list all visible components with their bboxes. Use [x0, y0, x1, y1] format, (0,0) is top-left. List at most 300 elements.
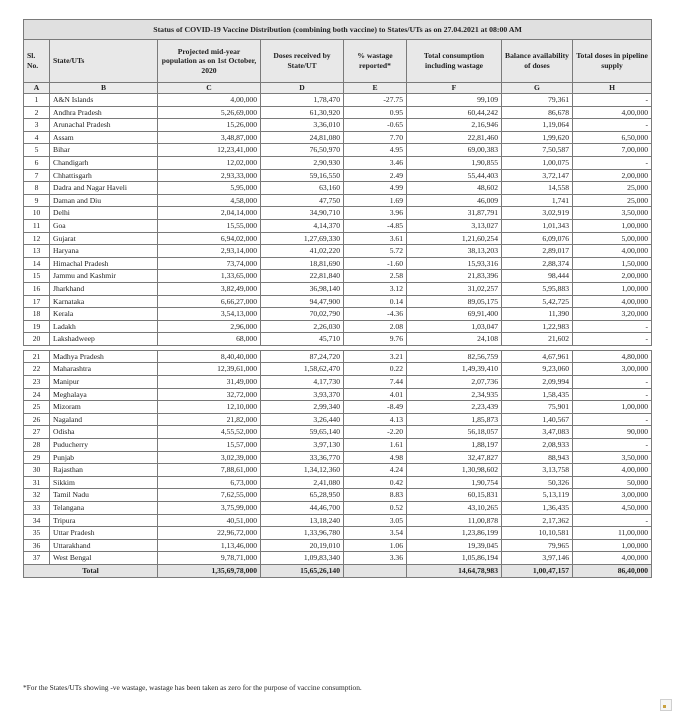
cell-sl-no: 19 [24, 320, 50, 333]
cell-wastage-pct: 3.05 [344, 514, 407, 527]
cell-doses-received: 4,14,370 [261, 219, 344, 232]
table-row [24, 363, 652, 376]
cell-state-name: Ladakh [50, 320, 158, 333]
cell-balance: 1,00,075 [502, 156, 573, 169]
cell-consumption: 2,07,736 [407, 376, 502, 389]
table-row [24, 539, 652, 552]
cell-consumption: 46,009 [407, 194, 502, 207]
cell-population: 15,26,000 [158, 119, 261, 132]
table-row [24, 106, 652, 119]
cell-sl-no: 21 [24, 350, 50, 363]
cell-population: 15,55,000 [158, 219, 261, 232]
cell-consumption: 1,85,873 [407, 413, 502, 426]
cell-consumption: 43,10,265 [407, 502, 502, 515]
cell-doses-received: 1,78,470 [261, 94, 344, 107]
cell-pipeline: 90,000 [573, 426, 652, 439]
cell-doses-received: 22,81,840 [261, 270, 344, 283]
cell-state-name: Tamil Nadu [50, 489, 158, 502]
cell-doses-received: 45,710 [261, 333, 344, 346]
cell-population: 4,55,52,000 [158, 426, 261, 439]
total-label: Total [24, 564, 158, 577]
cell-consumption: 69,91,400 [407, 308, 502, 321]
cell-doses-received: 1,33,96,780 [261, 527, 344, 540]
cell-consumption: 1,03,047 [407, 320, 502, 333]
cell-consumption: 60,15,831 [407, 489, 502, 502]
cell-pipeline: 2,00,000 [573, 270, 652, 283]
cell-population: 15,57,000 [158, 439, 261, 452]
cell-state-name: Madhya Pradesh [50, 350, 158, 363]
cell-wastage-pct: 2.08 [344, 320, 407, 333]
cell-wastage-pct: -2.20 [344, 426, 407, 439]
table-row [24, 350, 652, 363]
cell-balance: 3,97,146 [502, 552, 573, 565]
cell-doses-received: 1,58,62,470 [261, 363, 344, 376]
cell-balance: 1,58,435 [502, 388, 573, 401]
total-doses-received: 15,65,26,140 [261, 564, 344, 577]
table-row [24, 439, 652, 452]
cell-balance: 1,01,343 [502, 219, 573, 232]
cell-doses-received: 3,26,440 [261, 413, 344, 426]
cell-state-name: Assam [50, 131, 158, 144]
column-letter: E [344, 83, 407, 94]
cell-state-name: Gujarat [50, 232, 158, 245]
table-row [24, 169, 652, 182]
cell-balance: 98,444 [502, 270, 573, 283]
cell-state-name: Meghalaya [50, 388, 158, 401]
cell-population: 3,48,87,000 [158, 131, 261, 144]
total-balance: 1,00,47,157 [502, 564, 573, 577]
cell-wastage-pct: 0.95 [344, 106, 407, 119]
cell-pipeline: - [573, 388, 652, 401]
cell-population: 31,49,000 [158, 376, 261, 389]
cell-sl-no: 2 [24, 106, 50, 119]
cell-consumption: 99,109 [407, 94, 502, 107]
cell-sl-no: 9 [24, 194, 50, 207]
cell-population: 3,02,39,000 [158, 451, 261, 464]
cell-population: 40,51,000 [158, 514, 261, 527]
table-row [24, 156, 652, 169]
header-sl-no: Sl. No. [24, 40, 50, 83]
table-row [24, 464, 652, 477]
cell-consumption: 1,90,855 [407, 156, 502, 169]
cell-consumption: 82,56,759 [407, 350, 502, 363]
cell-consumption: 1,21,60,254 [407, 232, 502, 245]
column-letter: A [24, 83, 50, 94]
cell-consumption: 1,49,39,410 [407, 363, 502, 376]
cell-balance: 3,13,758 [502, 464, 573, 477]
cell-pipeline: 4,00,000 [573, 552, 652, 565]
cell-population: 1,13,46,000 [158, 539, 261, 552]
cell-state-name: Mizoram [50, 401, 158, 414]
cell-sl-no: 7 [24, 169, 50, 182]
table-row [24, 320, 652, 333]
cell-state-name: Dadra and Nagar Haveli [50, 182, 158, 195]
column-letter: F [407, 83, 502, 94]
cell-wastage-pct: 4.24 [344, 464, 407, 477]
cell-wastage-pct: 2.58 [344, 270, 407, 283]
cell-sl-no: 32 [24, 489, 50, 502]
cell-doses-received: 2,99,340 [261, 401, 344, 414]
table-row [24, 131, 652, 144]
cell-doses-received: 18,81,690 [261, 257, 344, 270]
cell-pipeline: 4,00,000 [573, 295, 652, 308]
cell-sl-no: 33 [24, 502, 50, 515]
cell-doses-received: 24,81,080 [261, 131, 344, 144]
cell-population: 3,82,49,000 [158, 282, 261, 295]
cell-consumption: 15,93,316 [407, 257, 502, 270]
cell-doses-received: 3,36,010 [261, 119, 344, 132]
table-row [24, 295, 652, 308]
cell-state-name: Rajasthan [50, 464, 158, 477]
cell-pipeline: - [573, 333, 652, 346]
cell-sl-no: 23 [24, 376, 50, 389]
cell-wastage-pct: 0.42 [344, 476, 407, 489]
header-balance: Balance availability of doses [502, 40, 573, 83]
table-row [24, 376, 652, 389]
cell-pipeline: 2,00,000 [573, 169, 652, 182]
cell-wastage-pct: 7.70 [344, 131, 407, 144]
cell-doses-received: 13,18,240 [261, 514, 344, 527]
cell-sl-no: 30 [24, 464, 50, 477]
cell-pipeline: 11,00,000 [573, 527, 652, 540]
cell-pipeline: 7,00,000 [573, 144, 652, 157]
cell-balance: 2,17,362 [502, 514, 573, 527]
table-row [24, 194, 652, 207]
cell-balance: 2,08,933 [502, 439, 573, 452]
table-row [24, 333, 652, 346]
cell-pipeline: 25,000 [573, 194, 652, 207]
cell-wastage-pct: 1.06 [344, 539, 407, 552]
cell-wastage-pct: 2.49 [344, 169, 407, 182]
cell-population: 6,94,02,000 [158, 232, 261, 245]
cell-consumption: 56,18,057 [407, 426, 502, 439]
cell-balance: 1,22,983 [502, 320, 573, 333]
cell-wastage-pct: -4.36 [344, 308, 407, 321]
cell-balance: 2,09,994 [502, 376, 573, 389]
cell-sl-no: 12 [24, 232, 50, 245]
table-row [24, 144, 652, 157]
cell-doses-received: 36,98,140 [261, 282, 344, 295]
cell-balance: 2,88,374 [502, 257, 573, 270]
cell-doses-received: 4,17,730 [261, 376, 344, 389]
table-row [24, 282, 652, 295]
cell-sl-no: 14 [24, 257, 50, 270]
cell-pipeline: 50,000 [573, 476, 652, 489]
cell-pipeline: 4,80,000 [573, 350, 652, 363]
cell-balance: 50,326 [502, 476, 573, 489]
cell-state-name: Nagaland [50, 413, 158, 426]
cell-balance: 6,09,076 [502, 232, 573, 245]
total-population: 1,35,69,78,000 [158, 564, 261, 577]
table-row [24, 257, 652, 270]
cell-population: 32,72,000 [158, 388, 261, 401]
cell-state-name: Tripura [50, 514, 158, 527]
cell-pipeline: - [573, 119, 652, 132]
table-row [24, 388, 652, 401]
cell-population: 7,88,61,000 [158, 464, 261, 477]
cell-consumption: 31,02,257 [407, 282, 502, 295]
cell-doses-received: 1,27,69,330 [261, 232, 344, 245]
cell-state-name: Jammu and Kashmir [50, 270, 158, 283]
cell-pipeline: - [573, 514, 652, 527]
table-row [24, 207, 652, 220]
cell-wastage-pct: 0.14 [344, 295, 407, 308]
cell-pipeline: - [573, 376, 652, 389]
column-letter: G [502, 83, 573, 94]
cell-sl-no: 13 [24, 245, 50, 258]
cell-wastage-pct: 9.76 [344, 333, 407, 346]
cell-wastage-pct: 4.01 [344, 388, 407, 401]
cell-doses-received: 41,02,220 [261, 245, 344, 258]
cell-wastage-pct: 3.96 [344, 207, 407, 220]
cell-balance: 14,558 [502, 182, 573, 195]
cell-population: 2,93,33,000 [158, 169, 261, 182]
cell-population: 3,54,13,000 [158, 308, 261, 321]
cell-sl-no: 8 [24, 182, 50, 195]
cell-sl-no: 36 [24, 539, 50, 552]
cell-consumption: 3,13,027 [407, 219, 502, 232]
cell-doses-received: 70,02,790 [261, 308, 344, 321]
cell-doses-received: 76,50,970 [261, 144, 344, 157]
table-row [24, 426, 652, 439]
cell-sl-no: 11 [24, 219, 50, 232]
cell-pipeline: 1,00,000 [573, 219, 652, 232]
cell-balance: 79,361 [502, 94, 573, 107]
cell-sl-no: 18 [24, 308, 50, 321]
cell-wastage-pct: 4.95 [344, 144, 407, 157]
cell-balance: 1,36,435 [502, 502, 573, 515]
cell-balance: 2,89,017 [502, 245, 573, 258]
cell-balance: 79,965 [502, 539, 573, 552]
cell-pipeline: 3,50,000 [573, 207, 652, 220]
cell-sl-no: 22 [24, 363, 50, 376]
cell-state-name: Uttarakhand [50, 539, 158, 552]
cell-doses-received: 3,97,130 [261, 439, 344, 452]
total-consumption: 14,64,78,983 [407, 564, 502, 577]
cell-balance: 1,99,620 [502, 131, 573, 144]
cell-doses-received: 33,36,770 [261, 451, 344, 464]
cell-consumption: 1,90,754 [407, 476, 502, 489]
cell-balance: 3,72,147 [502, 169, 573, 182]
cell-doses-received: 2,26,030 [261, 320, 344, 333]
cell-sl-no: 29 [24, 451, 50, 464]
cell-consumption: 1,05,86,194 [407, 552, 502, 565]
cell-balance: 3,02,919 [502, 207, 573, 220]
cell-balance: 5,95,883 [502, 282, 573, 295]
cell-pipeline: 4,00,000 [573, 245, 652, 258]
cell-pipeline: 4,50,000 [573, 502, 652, 515]
column-letter: B [50, 83, 158, 94]
cell-balance: 9,23,060 [502, 363, 573, 376]
cell-state-name: Uttar Pradesh [50, 527, 158, 540]
cell-population: 6,73,000 [158, 476, 261, 489]
cell-sl-no: 17 [24, 295, 50, 308]
cell-sl-no: 1 [24, 94, 50, 107]
header-wastage: % wastage reported* [344, 40, 407, 83]
cell-pipeline: 5,00,000 [573, 232, 652, 245]
cell-pipeline: - [573, 320, 652, 333]
cell-wastage-pct: -1.60 [344, 257, 407, 270]
cell-wastage-pct: 7.44 [344, 376, 407, 389]
cell-population: 12,02,000 [158, 156, 261, 169]
cell-wastage-pct: 4.13 [344, 413, 407, 426]
cell-state-name: Lakshadweep [50, 333, 158, 346]
cell-consumption: 2,16,946 [407, 119, 502, 132]
header-state: State/UTs [50, 40, 158, 83]
cell-pipeline: - [573, 94, 652, 107]
header-consumption: Total consumption including wastage [407, 40, 502, 83]
cell-consumption: 60,44,242 [407, 106, 502, 119]
table-row [24, 232, 652, 245]
cell-population: 2,96,000 [158, 320, 261, 333]
cell-wastage-pct: 0.22 [344, 363, 407, 376]
table-row [24, 245, 652, 258]
cell-doses-received: 20,19,010 [261, 539, 344, 552]
cell-population: 21,82,000 [158, 413, 261, 426]
cell-state-name: Puducherry [50, 439, 158, 452]
cell-state-name: Andhra Pradesh [50, 106, 158, 119]
cell-state-name: Sikkim [50, 476, 158, 489]
cell-doses-received: 1,09,83,340 [261, 552, 344, 565]
cell-balance: 1,741 [502, 194, 573, 207]
cell-sl-no: 3 [24, 119, 50, 132]
cell-state-name: Himachal Pradesh [50, 257, 158, 270]
table-row [24, 308, 652, 321]
cell-sl-no: 4 [24, 131, 50, 144]
cell-population: 3,75,99,000 [158, 502, 261, 515]
cell-state-name: Arunachal Pradesh [50, 119, 158, 132]
cell-consumption: 19,39,045 [407, 539, 502, 552]
cell-pipeline: 1,00,000 [573, 282, 652, 295]
cell-consumption: 24,108 [407, 333, 502, 346]
cell-doses-received: 59,16,550 [261, 169, 344, 182]
cell-pipeline: 1,00,000 [573, 539, 652, 552]
cell-doses-received: 34,90,710 [261, 207, 344, 220]
cell-pipeline: 1,50,000 [573, 257, 652, 270]
cell-population: 8,40,40,000 [158, 350, 261, 363]
cell-state-name: Punjab [50, 451, 158, 464]
cell-wastage-pct: 5.72 [344, 245, 407, 258]
cell-balance: 7,50,587 [502, 144, 573, 157]
cell-wastage-pct: 4.98 [344, 451, 407, 464]
cell-wastage-pct: 3.12 [344, 282, 407, 295]
cell-sl-no: 16 [24, 282, 50, 295]
header-population: Projected mid-year population as on 1st October, 2020 [158, 40, 261, 83]
table-row [24, 219, 652, 232]
total-row [24, 564, 652, 577]
cell-balance: 10,10,581 [502, 527, 573, 540]
cell-sl-no: 6 [24, 156, 50, 169]
cell-consumption: 89,05,175 [407, 295, 502, 308]
cell-wastage-pct: 3.46 [344, 156, 407, 169]
cell-state-name: Chandigarh [50, 156, 158, 169]
column-letter: H [573, 83, 652, 94]
cell-state-name: Goa [50, 219, 158, 232]
cell-population: 2,93,14,000 [158, 245, 261, 258]
table-row [24, 489, 652, 502]
cell-wastage-pct: 3.61 [344, 232, 407, 245]
table-row [24, 514, 652, 527]
cell-doses-received: 44,46,700 [261, 502, 344, 515]
cell-balance: 21,602 [502, 333, 573, 346]
cell-pipeline: 1,00,000 [573, 401, 652, 414]
cell-state-name: Chhattisgarh [50, 169, 158, 182]
cell-sl-no: 15 [24, 270, 50, 283]
cell-sl-no: 25 [24, 401, 50, 414]
table-row [24, 401, 652, 414]
cell-consumption: 48,602 [407, 182, 502, 195]
cell-balance: 5,13,119 [502, 489, 573, 502]
cell-state-name: Maharashtra [50, 363, 158, 376]
cell-population: 5,95,000 [158, 182, 261, 195]
cell-pipeline: - [573, 156, 652, 169]
cell-pipeline: 4,00,000 [573, 106, 652, 119]
vaccine-status-table [23, 19, 652, 578]
cell-pipeline: 25,000 [573, 182, 652, 195]
cell-sl-no: 5 [24, 144, 50, 157]
cell-pipeline: - [573, 413, 652, 426]
cell-pipeline: 6,50,000 [573, 131, 652, 144]
cell-consumption: 31,87,791 [407, 207, 502, 220]
cell-population: 6,66,27,000 [158, 295, 261, 308]
cell-wastage-pct: -0.65 [344, 119, 407, 132]
cell-doses-received: 1,34,12,360 [261, 464, 344, 477]
cell-balance: 75,901 [502, 401, 573, 414]
cell-sl-no: 20 [24, 333, 50, 346]
cell-doses-received: 59,65,140 [261, 426, 344, 439]
cell-sl-no: 35 [24, 527, 50, 540]
cell-pipeline: 3,00,000 [573, 489, 652, 502]
cell-consumption: 38,13,203 [407, 245, 502, 258]
table-row [24, 119, 652, 132]
cell-state-name: Telangana [50, 502, 158, 515]
document-corner-icon[interactable] [660, 699, 672, 711]
cell-state-name: Bihar [50, 144, 158, 157]
cell-state-name: Karnataka [50, 295, 158, 308]
cell-doses-received: 47,750 [261, 194, 344, 207]
table-row [24, 502, 652, 515]
cell-population: 2,04,14,000 [158, 207, 261, 220]
cell-pipeline: 3,50,000 [573, 451, 652, 464]
cell-balance: 88,943 [502, 451, 573, 464]
total-pipeline: 86,40,000 [573, 564, 652, 577]
cell-pipeline: - [573, 439, 652, 452]
header-doses-received: Doses received by State/UT [261, 40, 344, 83]
cell-consumption: 11,00,878 [407, 514, 502, 527]
cell-population: 68,000 [158, 333, 261, 346]
table-row [24, 476, 652, 489]
cell-wastage-pct: 3.54 [344, 527, 407, 540]
cell-population: 12,39,61,000 [158, 363, 261, 376]
total-wastage [344, 564, 407, 577]
cell-balance: 3,47,083 [502, 426, 573, 439]
cell-consumption: 1,23,86,199 [407, 527, 502, 540]
cell-population: 4,58,000 [158, 194, 261, 207]
cell-consumption: 2,23,439 [407, 401, 502, 414]
cell-population: 5,26,69,000 [158, 106, 261, 119]
cell-wastage-pct: 3.36 [344, 552, 407, 565]
cell-consumption: 1,88,197 [407, 439, 502, 452]
vaccine-distribution-document [23, 19, 651, 578]
cell-state-name: Haryana [50, 245, 158, 258]
cell-consumption: 22,81,460 [407, 131, 502, 144]
cell-consumption: 32,47,827 [407, 451, 502, 464]
column-letter: C [158, 83, 261, 94]
cell-wastage-pct: -8.49 [344, 401, 407, 414]
table-row [24, 413, 652, 426]
cell-state-name: Daman and Diu [50, 194, 158, 207]
cell-balance: 1,19,064 [502, 119, 573, 132]
